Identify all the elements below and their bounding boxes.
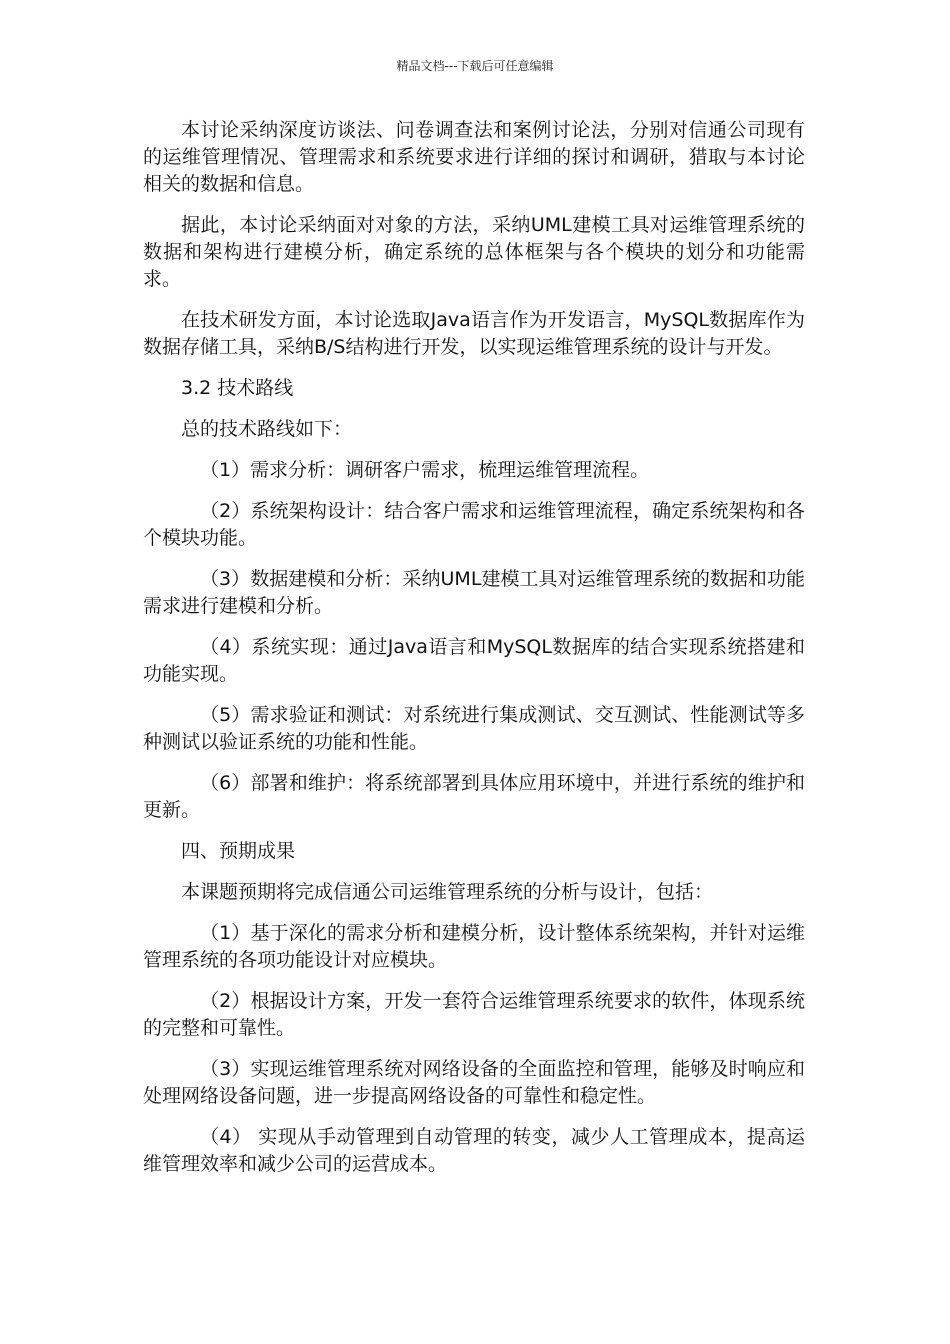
list-item: （3）实现运维管理系统对网络设备的全面监控和管理，能够及时响应和处理网络设备问题，进一步提高网络设备的可靠性和稳定性。: [143, 1058, 805, 1107]
paragraph-research-methods: 本讨论采纳深度访谈法、问卷调查法和案例讨论法，分别对信通公司现有的运维管理情况、管理需求和系统要求进行详细的探讨和调研，猎取与本讨论相关的数据和信息。: [143, 119, 805, 195]
expected-results-intro: 本课题预期将完成信通公司运维管理系统的分析与设计，包括：: [181, 881, 714, 903]
list-item: （1）需求分析：调研客户需求，梳理运维管理流程。: [200, 459, 650, 481]
list-item: （2）系统架构设计：结合客户需求和运维管理流程，确定系统架构和各个模块功能。: [143, 500, 805, 549]
list-item: （1）基于深化的需求分析和建模分析，设计整体系统架构，并针对运维管理系统的各项功能设计对应模块。: [143, 922, 805, 971]
paragraph-tech-stack: 在技术研发方面，本讨论选取Java语言作为开发语言，MySQL数据库作为数据存储工具，采纳B/S结构进行开发，以实现运维管理系统的设计与开发。: [143, 309, 805, 358]
section-heading-expected-results: 四、预期成果: [181, 840, 296, 862]
list-item: （4）系统实现：通过Java语言和MySQL数据库的结合实现系统搭建和功能实现。: [143, 636, 805, 685]
document-body: [143, 117, 805, 1192]
list-item: （4） 实现从手动管理到自动管理的转变，减少人工管理成本，提高运维管理效率和减少公司的运营成本。: [143, 1126, 805, 1175]
section-heading-technical-route: 3.2 技术路线: [181, 377, 294, 399]
list-item: （3）数据建模和分析：采纳UML建模工具对运维管理系统的数据和功能需求进行建模和分析。: [143, 568, 805, 617]
technical-route-intro: 总的技术路线如下：: [181, 418, 353, 440]
list-item: （6）部署和维护：将系统部署到具体应用环境中，并进行系统的维护和更新。: [143, 772, 805, 821]
paragraph-modeling-approach: 据此，本讨论采纳面对对象的方法，采纳UML建模工具对运维管理系统的数据和架构进行建模分析，确定系统的总体框架与各个模块的划分和功能需求。: [143, 214, 805, 290]
page-header: 精品文档---下载后可任意编辑: [396, 59, 554, 73]
list-item: （2）根据设计方案，开发一套符合运维管理系统要求的软件，体现系统的完整和可靠性。: [143, 990, 805, 1039]
list-item: （5）需求验证和测试：对系统进行集成测试、交互测试、性能测试等多种测试以验证系统的功能和性能。: [143, 704, 805, 753]
